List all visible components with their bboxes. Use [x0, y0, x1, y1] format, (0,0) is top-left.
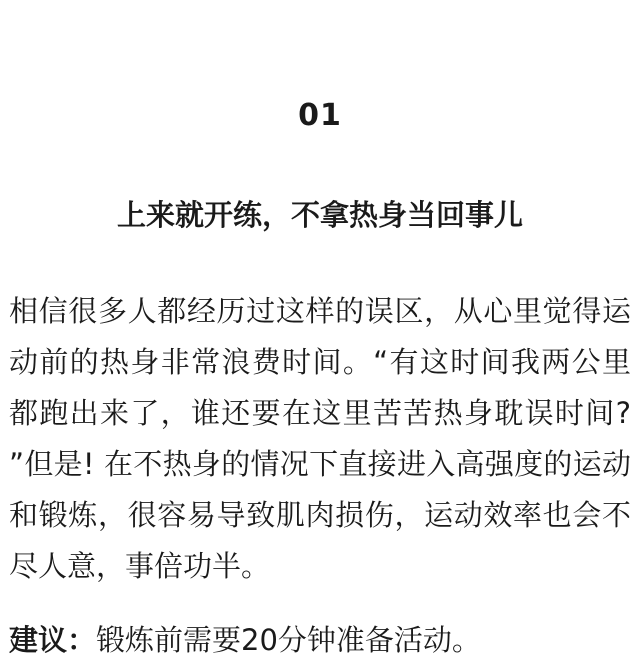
advice-line	[9, 618, 631, 662]
section-number: 01	[298, 98, 342, 133]
body-paragraph: 相信很多人都经历过这样的误区，从心里觉得运动前的热身非常浪费时间。“有这时间我两公里都跑出来了，谁还要在这里苦苦热身耽误时间? ”但是! 在不热身的情况下直接进入高强度的运动和锻炼，很容易导致肌肉损伤，运动效率也会不尽人意，事倍功半。	[9, 294, 631, 583]
advice-separator: ：	[67, 623, 97, 657]
section-title: 上来就开练，不拿热身当回事儿	[116, 198, 523, 232]
advice-label: 建议	[9, 623, 68, 657]
advice-text: 锻炼前需要20分钟准备活动。	[96, 623, 481, 657]
